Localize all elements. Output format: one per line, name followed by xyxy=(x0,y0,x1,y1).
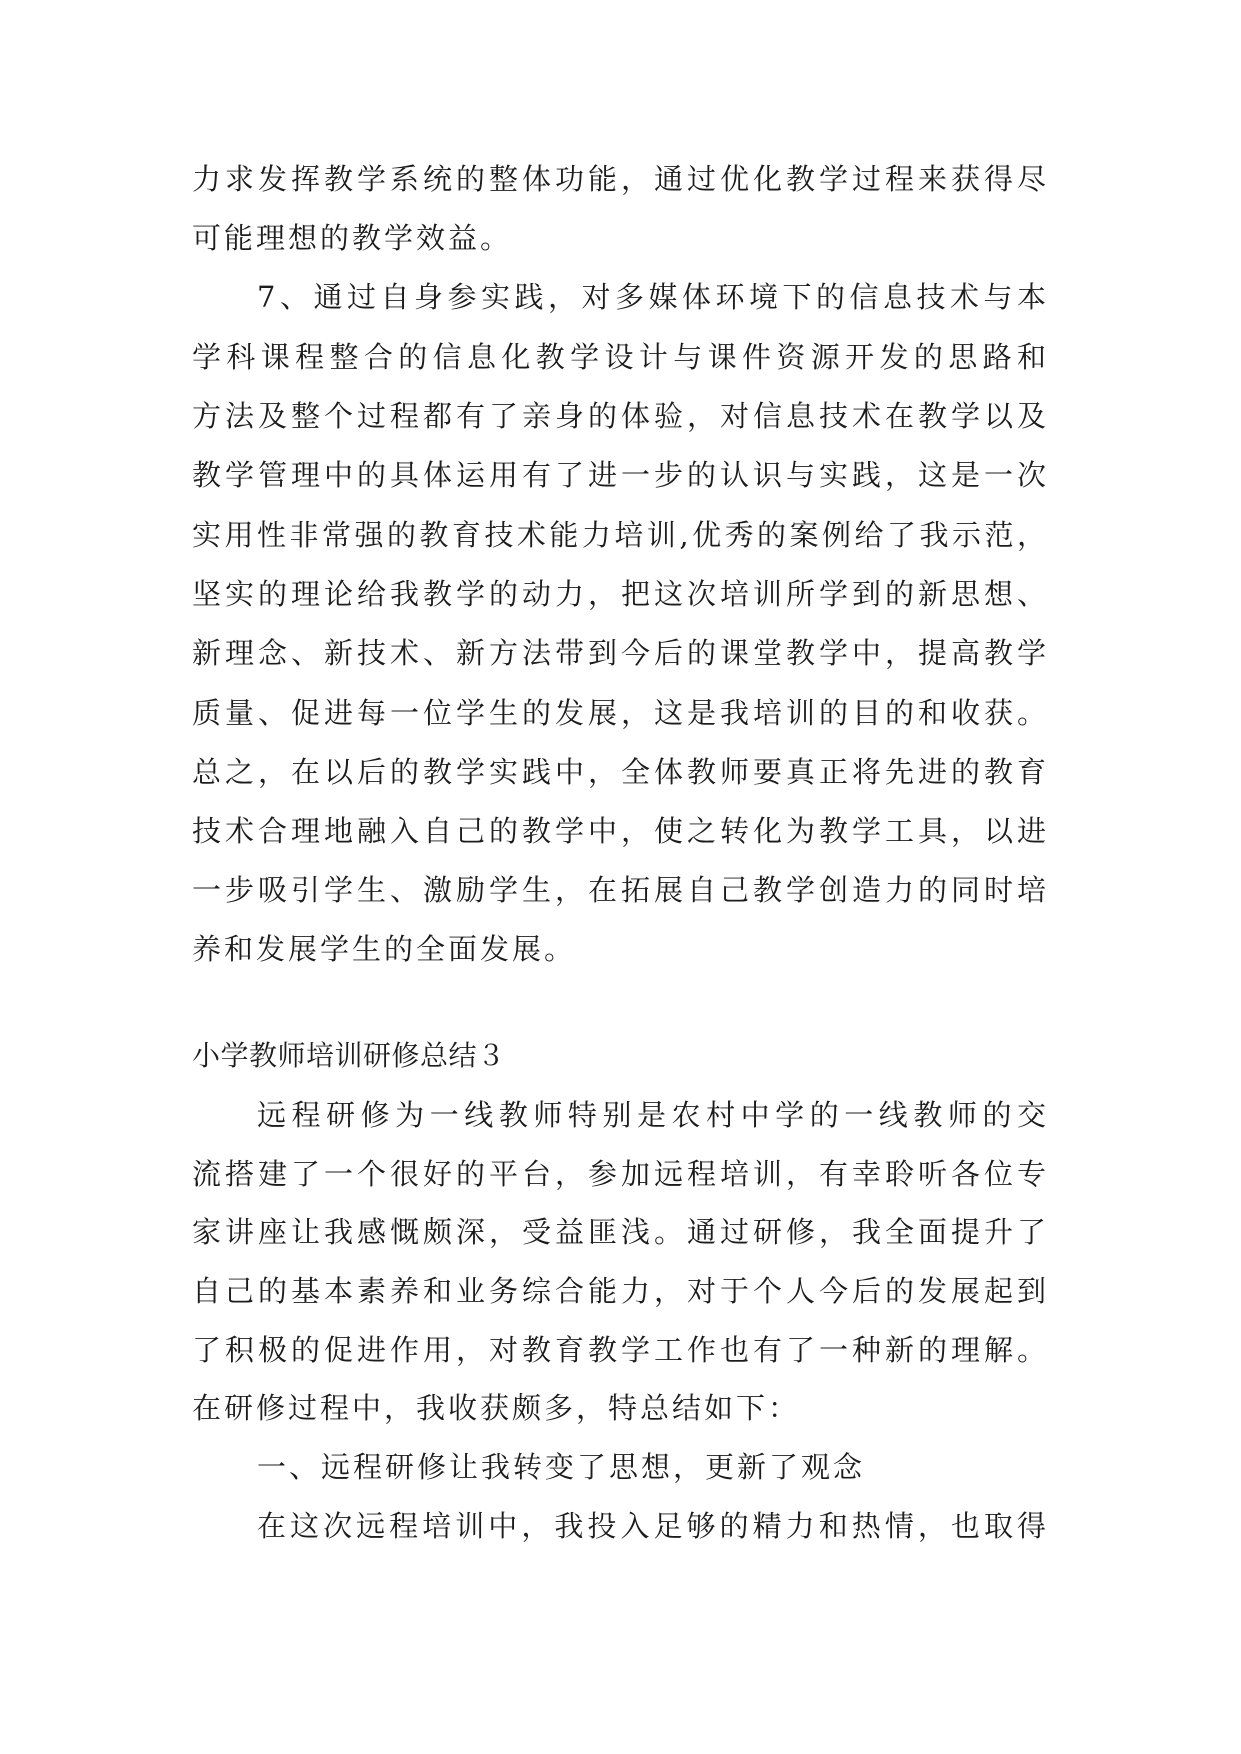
text-line: 学科课程整合的信息化教学设计与课件资源开发的思路和 xyxy=(192,340,1049,374)
subheading: 一、远程研修让我转变了思想，更新了观念 xyxy=(257,1450,866,1484)
text-line: 坚实的理论给我教学的动力，把这次培训所学到的新思想、 xyxy=(192,577,1049,611)
text-line: 了积极的促进作用，对教育教学工作也有了一种新的理解。 xyxy=(192,1333,1049,1367)
text-line: 在这次远程培训中，我投入足够的精力和热情，也取得 xyxy=(257,1509,1049,1543)
text-line: 实用性非常强的教育技术能力培训,优秀的案例给了我示范， xyxy=(192,518,1049,552)
text-line: 在研修过程中，我收获颇多，特总结如下： xyxy=(192,1391,801,1425)
text-line: 新理念、新技术、新方法带到今后的课堂教学中，提高教学 xyxy=(192,636,1049,670)
text-line: 总之，在以后的教学实践中，全体教师要真正将先进的教育 xyxy=(192,755,1049,789)
text-line: 家讲座让我感慨颇深，受益匪浅。通过研修，我全面提升了 xyxy=(192,1215,1049,1249)
text-line: 可能理想的教学效益。 xyxy=(192,221,513,255)
text-line: 质量、促进每一位学生的发展，这是我培训的目的和收获。 xyxy=(192,696,1049,730)
text-line: 技术合理地融入自己的教学中，使之转化为教学工具，以进 xyxy=(192,814,1049,848)
text-line: 自己的基本素养和业务综合能力，对于个人今后的发展起到 xyxy=(192,1274,1049,1308)
text-line: 养和发展学生的全面发展。 xyxy=(192,932,577,966)
text-line: 7、通过自身参实践，对多媒体环境下的信息技术与本 xyxy=(257,280,1049,314)
text-line: 力求发挥教学系统的整体功能，通过优化教学过程来获得尽 xyxy=(192,162,1049,196)
text-line: 方法及整个过程都有了亲身的体验，对信息技术在教学以及 xyxy=(192,399,1049,433)
text-line: 远程研修为一线教师特别是农村中学的一线教师的交 xyxy=(257,1098,1049,1132)
text-line: 流搭建了一个很好的平台，参加远程培训，有幸聆听各位专 xyxy=(192,1157,1049,1191)
section-title: 小学教师培训研修总结３ xyxy=(192,1039,506,1072)
text-line: 一步吸引学生、激励学生，在拓展自己教学创造力的同时培 xyxy=(192,873,1049,907)
text-line: 教学管理中的具体运用有了进一步的认识与实践，这是一次 xyxy=(192,458,1049,492)
